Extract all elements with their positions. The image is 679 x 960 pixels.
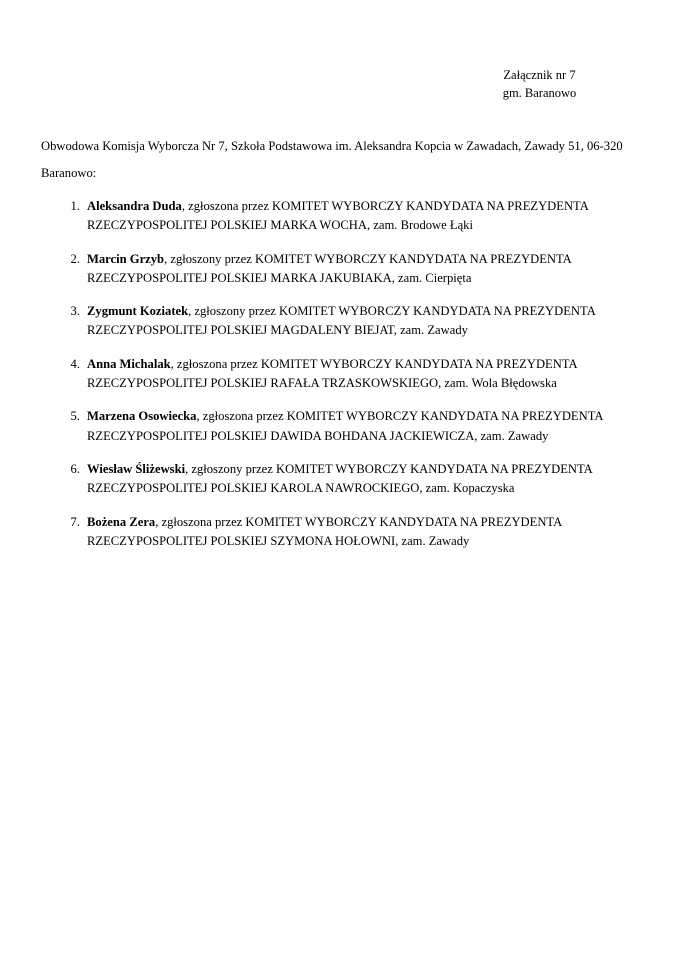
- member-description: , zgłoszona przez KOMITET WYBORCZY KANDYDATA NA PREZYDENTA RZECZYPOSPOLITEJ POLSKIEJ RAFAŁA TRZASKOWSKIEGO, zam. Wola Błędowska: [87, 356, 577, 391]
- list-item: [41, 355, 641, 394]
- list-item-number: 4.: [70, 356, 80, 371]
- attachment-number: Załącznik nr 7: [503, 68, 576, 82]
- municipality-name: gm. Baranowo: [502, 86, 577, 100]
- member-name: Wiesław Śliżewski: [87, 461, 186, 476]
- list-item: [41, 302, 641, 341]
- list-item-number: 5.: [70, 409, 80, 424]
- member-description: , zgłoszony przez KOMITET WYBORCZY KANDYDATA NA PREZYDENTA RZECZYPOSPOLITEJ POLSKIEJ MAGDALENY BIEJAT, zam. Zawady: [87, 304, 596, 338]
- list-item-number: 6.: [70, 461, 80, 476]
- member-description: , zgłoszony przez KOMITET WYBORCZY KANDYDATA NA PREZYDENTA RZECZYPOSPOLITEJ POLSKIEJ MARKA JAKUBIAKA, zam. Cierpięta: [87, 251, 572, 285]
- list-item-number: 3.: [70, 304, 80, 319]
- list-item-number: 1.: [70, 199, 80, 213]
- list-item: [41, 197, 641, 236]
- list-item: [41, 513, 641, 552]
- commission-members-list: [41, 197, 641, 565]
- list-item: [41, 460, 641, 499]
- document-header: [0, 66, 639, 102]
- member-description: , zgłoszona przez KOMITET WYBORCZY KANDYDATA NA PREZYDENTA RZECZYPOSPOLITEJ POLSKIEJ MARKA WOCHA, zam. Brodowe Łąki: [87, 199, 589, 233]
- list-item-number: 2.: [70, 251, 80, 266]
- commission-intro-paragraph: Obwodowa Komisja Wyborcza Nr 7, Szkoła Podstawowa im. Aleksandra Kopcia w Zawadach, Zawady 51, 06-320 Baranowo:: [41, 138, 623, 180]
- member-name: Bożena Zera: [87, 514, 156, 529]
- member-description: , zgłoszona przez KOMITET WYBORCZY KANDYDATA NA PREZYDENTA RZECZYPOSPOLITEJ POLSKIEJ DAWIDA BOHDANA JACKIEWICZA, zam. Zawady: [87, 409, 603, 443]
- member-name: Anna Michalak: [87, 356, 171, 371]
- member-description: , zgłoszony przez KOMITET WYBORCZY KANDYDATA NA PREZYDENTA RZECZYPOSPOLITEJ POLSKIEJ KAROLA NAWROCKIEGO, zam. Kopaczyska: [87, 461, 593, 496]
- member-name: Aleksandra Duda: [87, 199, 182, 213]
- list-item: [41, 250, 641, 289]
- member-name: Marcin Grzyb: [87, 251, 165, 266]
- member-name: Marzena Osowiecka: [87, 409, 197, 424]
- member-description: , zgłoszona przez KOMITET WYBORCZY KANDYDATA NA PREZYDENTA RZECZYPOSPOLITEJ POLSKIEJ SZYMONA HOŁOWNI, zam. Zawady: [87, 514, 562, 548]
- list-item: [41, 407, 641, 446]
- list-item-number: 7.: [70, 514, 80, 529]
- member-name: Zygmunt Koziatek: [87, 304, 189, 319]
